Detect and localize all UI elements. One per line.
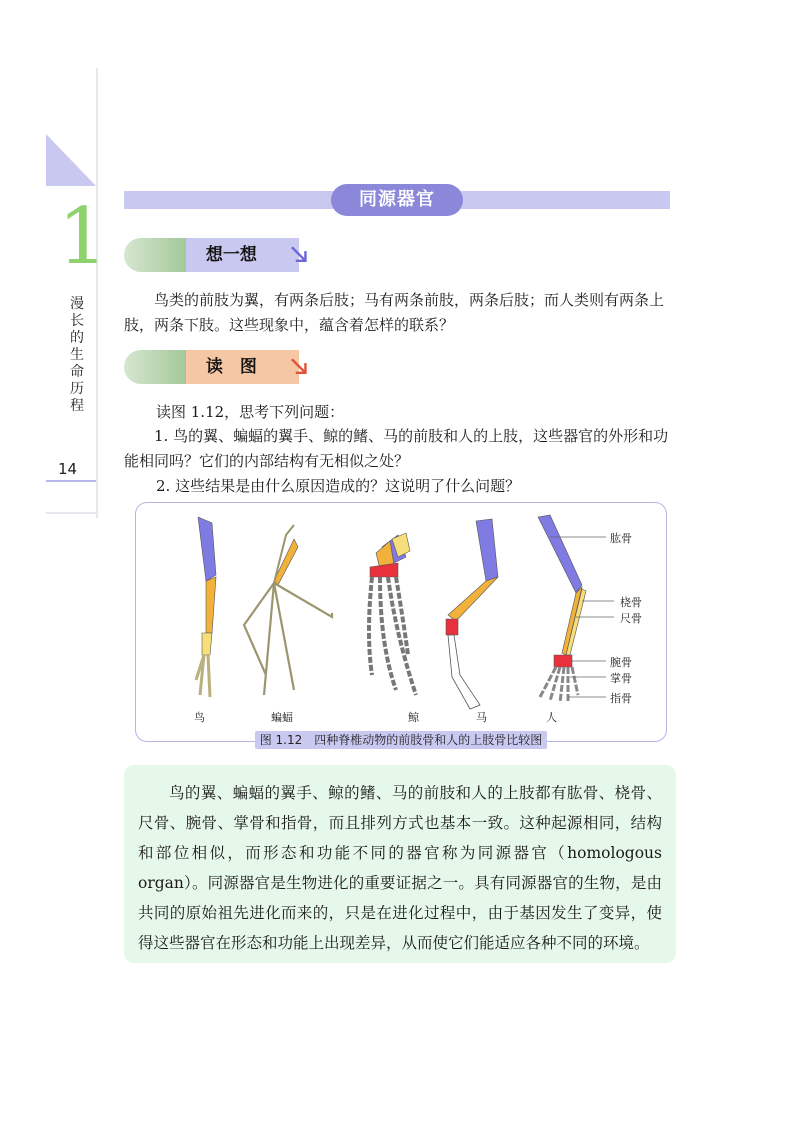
- margin-line: [96, 68, 98, 518]
- think-text: 鸟类的前肢为翼，有两条后肢；马有两条前肢，两条后肢；而人类则有两条上肢，两条下肢。这些现象中，蕴含着怎样的联系？: [124, 291, 665, 334]
- think-header: [124, 238, 310, 272]
- forelimb-bone-diagram: [136, 505, 664, 730]
- human-arm-bones: [538, 515, 586, 703]
- page-number: 14: [58, 460, 78, 478]
- animal-label-horse: 马: [476, 711, 487, 724]
- read-question-2: 2. 这些结果是由什么原因造成的？这说明了什么问题？: [156, 477, 521, 495]
- section-title: 同源器官: [331, 184, 463, 216]
- figure-caption: 图 1.12 四种脊椎动物的前肢骨和人的上肢骨比较图: [259, 733, 543, 747]
- read-label: 读 图: [186, 350, 299, 384]
- bone-label-radius: 桡骨: [620, 596, 642, 609]
- whale-flipper-bones: [369, 533, 416, 695]
- animal-label-whale: 鲸: [408, 711, 419, 724]
- horse-forelimb-bones: [446, 519, 498, 709]
- animal-label-bat: 蝙蝠: [271, 711, 293, 724]
- summary-text: 鸟的翼、蝙蝠的翼手、鲸的鳍、马的前肢和人的上肢都有肱骨、桡骨、尺骨、腕骨、掌骨和指骨，而且排列方式也基本一致。这种起源相同，结构和部位相似，而形态和功能不同的器官称为同源器官（homologous organ）。同源器官是生物进化的重要证据之一。具有同源器官的生物，是由共同的原始祖先进化而来的，只是在进化过程中，由于基因发生了变异，使得这些器官在形态和功能上出现差异，从而使它们能适应各种不同的环境。: [138, 784, 662, 952]
- bone-label-carpal: 腕骨: [610, 656, 632, 669]
- animal-label-human: 人: [546, 711, 557, 724]
- chapter-number: 1: [58, 192, 108, 282]
- bird-wing-bones: [196, 517, 216, 697]
- margin-notch: [46, 512, 98, 534]
- arrow-down-right-icon: [289, 356, 310, 378]
- student-photo: [124, 238, 186, 272]
- student-photo: [124, 350, 186, 384]
- read-intro: 读图 1.12，思考下列问题：: [156, 403, 345, 421]
- bone-label-metacarpal: 掌骨: [610, 672, 632, 685]
- think-label: 想一想: [186, 238, 299, 272]
- bat-wing-bones: [244, 525, 332, 695]
- chapter-title: 漫长的生命历程: [70, 296, 84, 414]
- bone-label-humerus: 肱骨: [610, 532, 632, 545]
- bone-label-ulna: 尺骨: [620, 612, 642, 625]
- animal-label-bird: 鸟: [194, 711, 205, 724]
- corner-triangle-decoration: [46, 134, 96, 186]
- read-header: [124, 350, 310, 384]
- read-question-1: 1. 鸟的翼、蝙蝠的翼手、鲸的鳍、马的前肢和人的上肢，这些器官的外形和功能相同吗？它们的内部结构有无相似之处？: [124, 427, 669, 470]
- bone-label-phalanx: 指骨: [610, 692, 632, 705]
- arrow-down-right-icon: [289, 244, 310, 266]
